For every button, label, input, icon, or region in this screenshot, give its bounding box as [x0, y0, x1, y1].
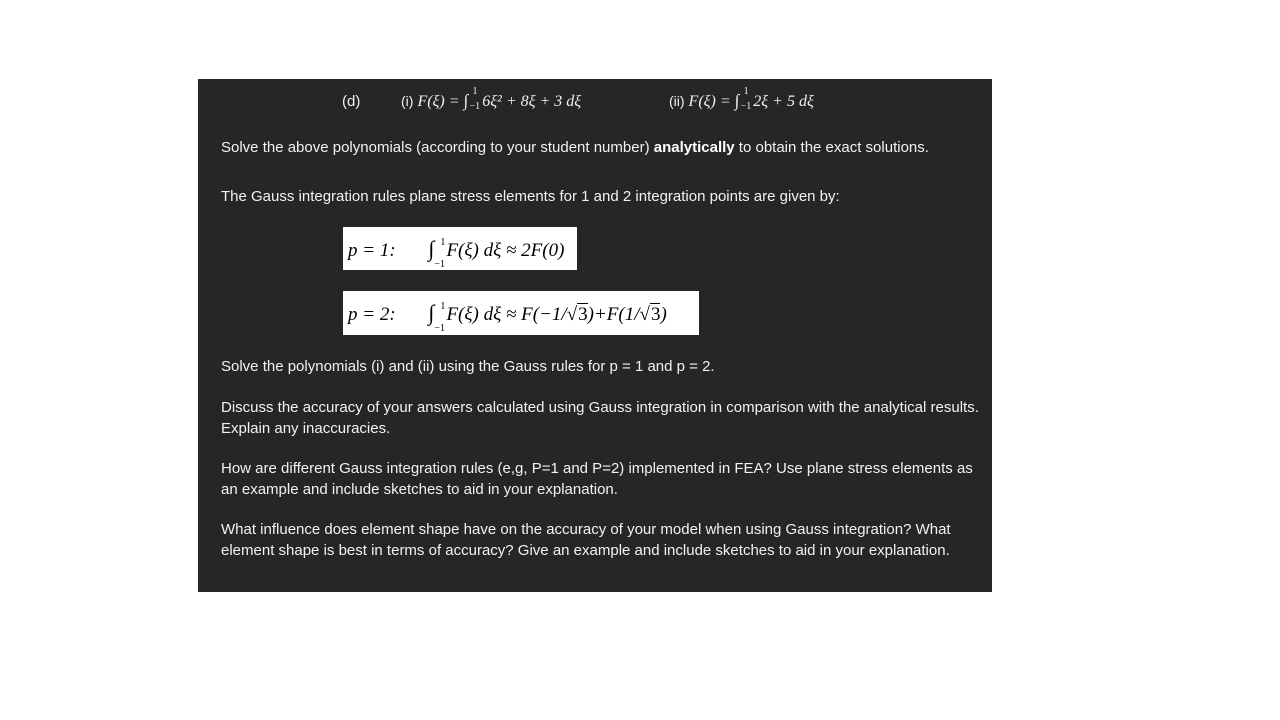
solve-text-bold: analytically [653, 139, 735, 156]
gauss-rule-p1-label: p = 1: [348, 240, 396, 261]
gauss-rule-p2-integral: ∫ 1 −1 [428, 291, 434, 335]
solve-analytically-paragraph [221, 137, 981, 158]
question-panel [198, 79, 992, 592]
equation-ii-lhs: F(ξ) = [688, 93, 731, 110]
gauss-rule-p2-lower-limit: −1 [434, 323, 446, 334]
gauss-rule-p2-sqrt-b: 3 [650, 304, 661, 325]
solve-gauss-paragraph: Solve the polynomials (i) and (ii) using the Gauss rules for p = 1 and p = 2. [221, 358, 715, 375]
gauss-rule-p2-expr-b: )+F(1/ [587, 304, 640, 325]
equation-ii-integrand: 2ξ + 5 dξ [753, 93, 814, 110]
equation-ii-lower-limit: −1 [740, 101, 752, 112]
gauss-rule-p1-lower-limit: −1 [434, 259, 446, 270]
gauss-rule-p2-sqrt-a: 3 [578, 304, 588, 325]
equation-i-integrand: 6ξ² + 8ξ + 3 dξ [482, 93, 582, 110]
gauss-rule-p2-upper-limit: 1 [440, 301, 446, 312]
gauss-rule-p1-upper-limit: 1 [440, 237, 446, 248]
solve-text-pre: Solve the above polynomials (according to your student number) [221, 139, 654, 156]
equation-i [401, 86, 582, 112]
part-label: (d) [342, 93, 361, 110]
equation-i-integral: ∫ 1 −1 [463, 86, 481, 112]
element-shape-paragraph: What influence does element shape have on the accuracy of your model when using Gauss integration? What element shape is best in terms of accuracy? Give an example and include sketches to aid in your explanation. [221, 521, 951, 559]
equations-row [198, 86, 992, 115]
gauss-rule-p2-label: p = 2: [348, 304, 396, 325]
equation-i-lower-limit: −1 [469, 101, 481, 112]
gauss-rule-p1 [343, 227, 577, 270]
gauss-rule-p2-expr-c: ) [660, 304, 667, 325]
equation-i-roman: (i) [401, 93, 414, 109]
discuss-accuracy-paragraph: Discuss the accuracy of your answers calculated using Gauss integration in comparison with the analytical results. Explain any inaccuracies. [221, 399, 979, 437]
gauss-rule-p1-integral: ∫ 1 −1 [428, 227, 434, 270]
gauss-implementation-paragraph: How are different Gauss integration rules (e,g, P=1 and P=2) implemented in FEA? Use plane stress elements as an example and include sketches to aid in your explanation. [221, 460, 973, 498]
gauss-rule-p2-expr-a: F(ξ) dξ ≈ F(−1/ [446, 304, 567, 325]
equation-ii-roman: (ii) [669, 93, 685, 109]
gauss-rule-p2: p = 2: ∫ 1 −1 F(ξ) dξ ≈ F(−1/√3)+F(1/√3) [343, 291, 699, 335]
gauss-intro-paragraph: The Gauss integration rules plane stress elements for 1 and 2 integration points are given by: [221, 188, 840, 205]
equation-ii-integral: ∫ 1 −1 [734, 86, 752, 112]
gauss-rule-p1-expression: F(ξ) dξ ≈ 2F(0) [446, 240, 565, 261]
equation-i-upper-limit: 1 [472, 86, 478, 97]
equation-ii [669, 86, 814, 112]
equation-ii-upper-limit: 1 [743, 86, 749, 97]
solve-text-post: to obtain the exact solutions. [734, 139, 929, 156]
equation-i-lhs: F(ξ) = [417, 93, 460, 110]
